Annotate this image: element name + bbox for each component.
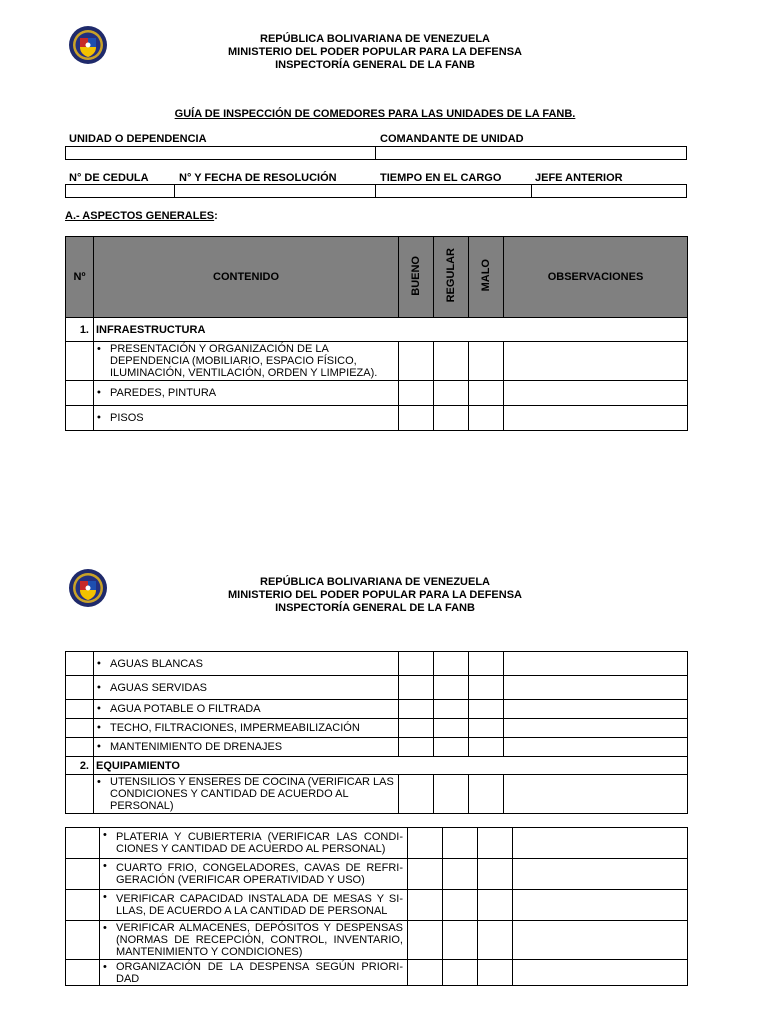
observaciones-cell[interactable] <box>504 676 688 700</box>
section-a-title: A.- ASPECTOS GENERALES <box>65 210 215 222</box>
item-text: • VERIFICAR ALMACENES, DEPÓSITOS Y DESPENSAS (NORMAS DE RECEPCIÓN, CONTROL, INVENTARIO, MANTENIMIENTO Y CONDICIONES) <box>100 921 408 960</box>
bueno-cell[interactable] <box>399 700 434 719</box>
regular-cell[interactable] <box>443 890 478 921</box>
table-row <box>66 738 688 757</box>
item-text: • CUARTO FRIO, CONGELADORES, CAVAS DE REFRI-GERACIÓN (VERIFICAR OPERATIVIDAD Y USO) <box>100 859 408 890</box>
regular-cell[interactable] <box>443 921 478 960</box>
item-text: • TECHO, FILTRACIONES, IMPERMEABILIZACIÓN <box>94 719 399 738</box>
malo-cell[interactable] <box>469 381 504 406</box>
item-text: • VERIFICAR CAPACIDAD INSTALADA DE MESAS Y SI-LLAS, DE ACUERDO A LA CANTIDAD DE PERSONAL <box>100 890 408 921</box>
table-row <box>66 890 688 921</box>
regular-cell[interactable] <box>443 960 478 986</box>
regular-cell[interactable] <box>434 406 469 431</box>
table-row <box>66 960 688 986</box>
item-text: • UTENSILIOS Y ENSERES DE COCINA (VERIFICAR LAS CONDICIONES Y CANTIDAD DE ACUERDO AL PERSONAL) <box>94 775 399 814</box>
regular-cell[interactable] <box>443 859 478 890</box>
observaciones-cell[interactable] <box>504 381 688 406</box>
observaciones-cell[interactable] <box>504 652 688 676</box>
malo-cell[interactable] <box>469 342 504 381</box>
inspection-table-page1 <box>65 236 688 431</box>
header-republic: REPÚBLICA BOLIVARIANA DE VENEZUELA <box>260 33 490 45</box>
table-row <box>66 406 688 431</box>
observaciones-cell[interactable] <box>504 719 688 738</box>
malo-cell[interactable] <box>469 652 504 676</box>
bueno-cell[interactable] <box>399 652 434 676</box>
table-row <box>66 652 688 676</box>
label-cedula: N° DE CEDULA <box>69 172 149 184</box>
bueno-cell[interactable] <box>408 828 443 859</box>
observaciones-cell[interactable] <box>513 960 688 986</box>
label-comandante: COMANDANTE DE UNIDAD <box>380 133 524 145</box>
malo-cell[interactable] <box>478 890 513 921</box>
table-row <box>66 775 688 814</box>
guide-title: GUÍA DE INSPECCIÓN DE COMEDORES PARA LAS UNIDADES DE LA FANB. <box>174 108 576 120</box>
malo-cell[interactable] <box>478 921 513 960</box>
jefe-field[interactable] <box>531 184 687 198</box>
bueno-cell[interactable] <box>399 406 434 431</box>
section2-title: EQUIPAMIENTO <box>94 757 688 775</box>
observaciones-cell[interactable] <box>504 342 688 381</box>
item-text: • MANTENIMIENTO DE DRENAJES <box>94 738 399 757</box>
malo-cell[interactable] <box>469 700 504 719</box>
col-contenido-header: CONTENIDO <box>94 237 399 318</box>
observaciones-cell[interactable] <box>513 859 688 890</box>
regular-cell[interactable] <box>434 342 469 381</box>
header-inspectorate: INSPECTORÍA GENERAL DE LA FANB <box>275 59 475 71</box>
label-jefe: JEFE ANTERIOR <box>535 172 623 184</box>
bueno-cell[interactable] <box>399 676 434 700</box>
table-row <box>66 921 688 960</box>
comandante-field[interactable] <box>375 146 687 160</box>
header-ministry: MINISTERIO DEL PODER POPULAR PARA LA DEFENSA <box>228 46 522 58</box>
section-a-colon: : <box>214 210 218 222</box>
malo-cell[interactable] <box>469 719 504 738</box>
item-text: • PLATERIA Y CUBIERTERIA (VERIFICAR LAS CONDI-CIONES Y CANTIDAD DE ACUERDO AL PERSONAL) <box>100 828 408 859</box>
observaciones-cell[interactable] <box>513 921 688 960</box>
table-row <box>66 828 688 859</box>
inspection-table-page2b <box>65 827 688 986</box>
malo-cell[interactable] <box>478 828 513 859</box>
tiempo-field[interactable] <box>375 184 532 198</box>
label-unidad: UNIDAD O DEPENDENCIA <box>69 133 207 145</box>
label-tiempo: TIEMPO EN EL CARGO <box>380 172 502 184</box>
table-row <box>66 859 688 890</box>
malo-cell[interactable] <box>469 406 504 431</box>
observaciones-cell[interactable] <box>504 406 688 431</box>
col-observaciones-header: OBSERVACIONES <box>504 237 688 318</box>
bueno-cell[interactable] <box>399 775 434 814</box>
bueno-cell[interactable] <box>399 381 434 406</box>
item-text: • AGUA POTABLE O FILTRADA <box>94 700 399 719</box>
page1-header <box>0 33 750 72</box>
bueno-cell[interactable] <box>399 342 434 381</box>
item-text: • PISOS <box>94 406 399 431</box>
malo-label: MALO <box>480 259 492 292</box>
col-malo-header <box>469 237 504 318</box>
regular-cell[interactable] <box>443 828 478 859</box>
table-row <box>66 381 688 406</box>
page2-header <box>0 576 750 615</box>
malo-cell[interactable] <box>478 960 513 986</box>
malo-cell[interactable] <box>469 738 504 757</box>
unidad-field[interactable] <box>65 146 376 160</box>
col-num-header: Nº <box>66 237 94 318</box>
section1-title: INFRAESTRUCTURA <box>94 318 688 342</box>
inspection-table-page2 <box>65 651 688 814</box>
regular-cell[interactable] <box>434 719 469 738</box>
bueno-cell[interactable] <box>408 890 443 921</box>
malo-cell[interactable] <box>469 775 504 814</box>
table-row <box>66 676 688 700</box>
table-row <box>66 700 688 719</box>
malo-cell[interactable] <box>469 676 504 700</box>
bueno-cell[interactable] <box>399 738 434 757</box>
item-text: • AGUAS SERVIDAS <box>94 676 399 700</box>
bueno-cell[interactable] <box>399 719 434 738</box>
table-row <box>66 719 688 738</box>
regular-cell[interactable] <box>434 775 469 814</box>
regular-cell[interactable] <box>434 676 469 700</box>
item-text: • PAREDES, PINTURA <box>94 381 399 406</box>
regular-cell[interactable] <box>434 381 469 406</box>
col-regular-header <box>434 237 469 318</box>
observaciones-cell[interactable] <box>513 828 688 859</box>
regular-cell[interactable] <box>434 700 469 719</box>
resolucion-field[interactable] <box>174 184 376 198</box>
section-a-heading <box>65 210 218 222</box>
header-inspectorate: INSPECTORÍA GENERAL DE LA FANB <box>275 602 475 614</box>
item-text: • AGUAS BLANCAS <box>94 652 399 676</box>
bueno-cell[interactable] <box>408 859 443 890</box>
bueno-cell[interactable] <box>408 921 443 960</box>
regular-label: REGULAR <box>445 248 457 303</box>
regular-cell[interactable] <box>434 652 469 676</box>
cedula-field[interactable] <box>65 184 175 198</box>
observaciones-cell[interactable] <box>504 775 688 814</box>
header-ministry: MINISTERIO DEL PODER POPULAR PARA LA DEFENSA <box>228 589 522 601</box>
table-row <box>66 342 688 381</box>
regular-cell[interactable] <box>434 738 469 757</box>
col-bueno-header <box>399 237 434 318</box>
observaciones-cell[interactable] <box>504 738 688 757</box>
bueno-label: BUENO <box>410 255 422 296</box>
section1-num: 1. <box>66 318 94 342</box>
item-text: • PRESENTACIÓN Y ORGANIZACIÓN DE LA DEPENDENCIA (MOBILIARIO, ESPACIO FÍSICO, ILUMINACIÓN, VENTILACIÓN, ORDEN Y LIMPIEZA). <box>94 342 399 381</box>
observaciones-cell[interactable] <box>513 890 688 921</box>
observaciones-cell[interactable] <box>504 700 688 719</box>
malo-cell[interactable] <box>478 859 513 890</box>
section2-num: 2. <box>66 757 94 775</box>
header-republic: REPÚBLICA BOLIVARIANA DE VENEZUELA <box>260 576 490 588</box>
label-resolucion: N° Y FECHA DE RESOLUCIÓN <box>179 172 337 184</box>
item-text: • ORGANIZACIÓN DE LA DESPENSA SEGÚN PRIORI-DAD <box>100 960 408 986</box>
bueno-cell[interactable] <box>408 960 443 986</box>
